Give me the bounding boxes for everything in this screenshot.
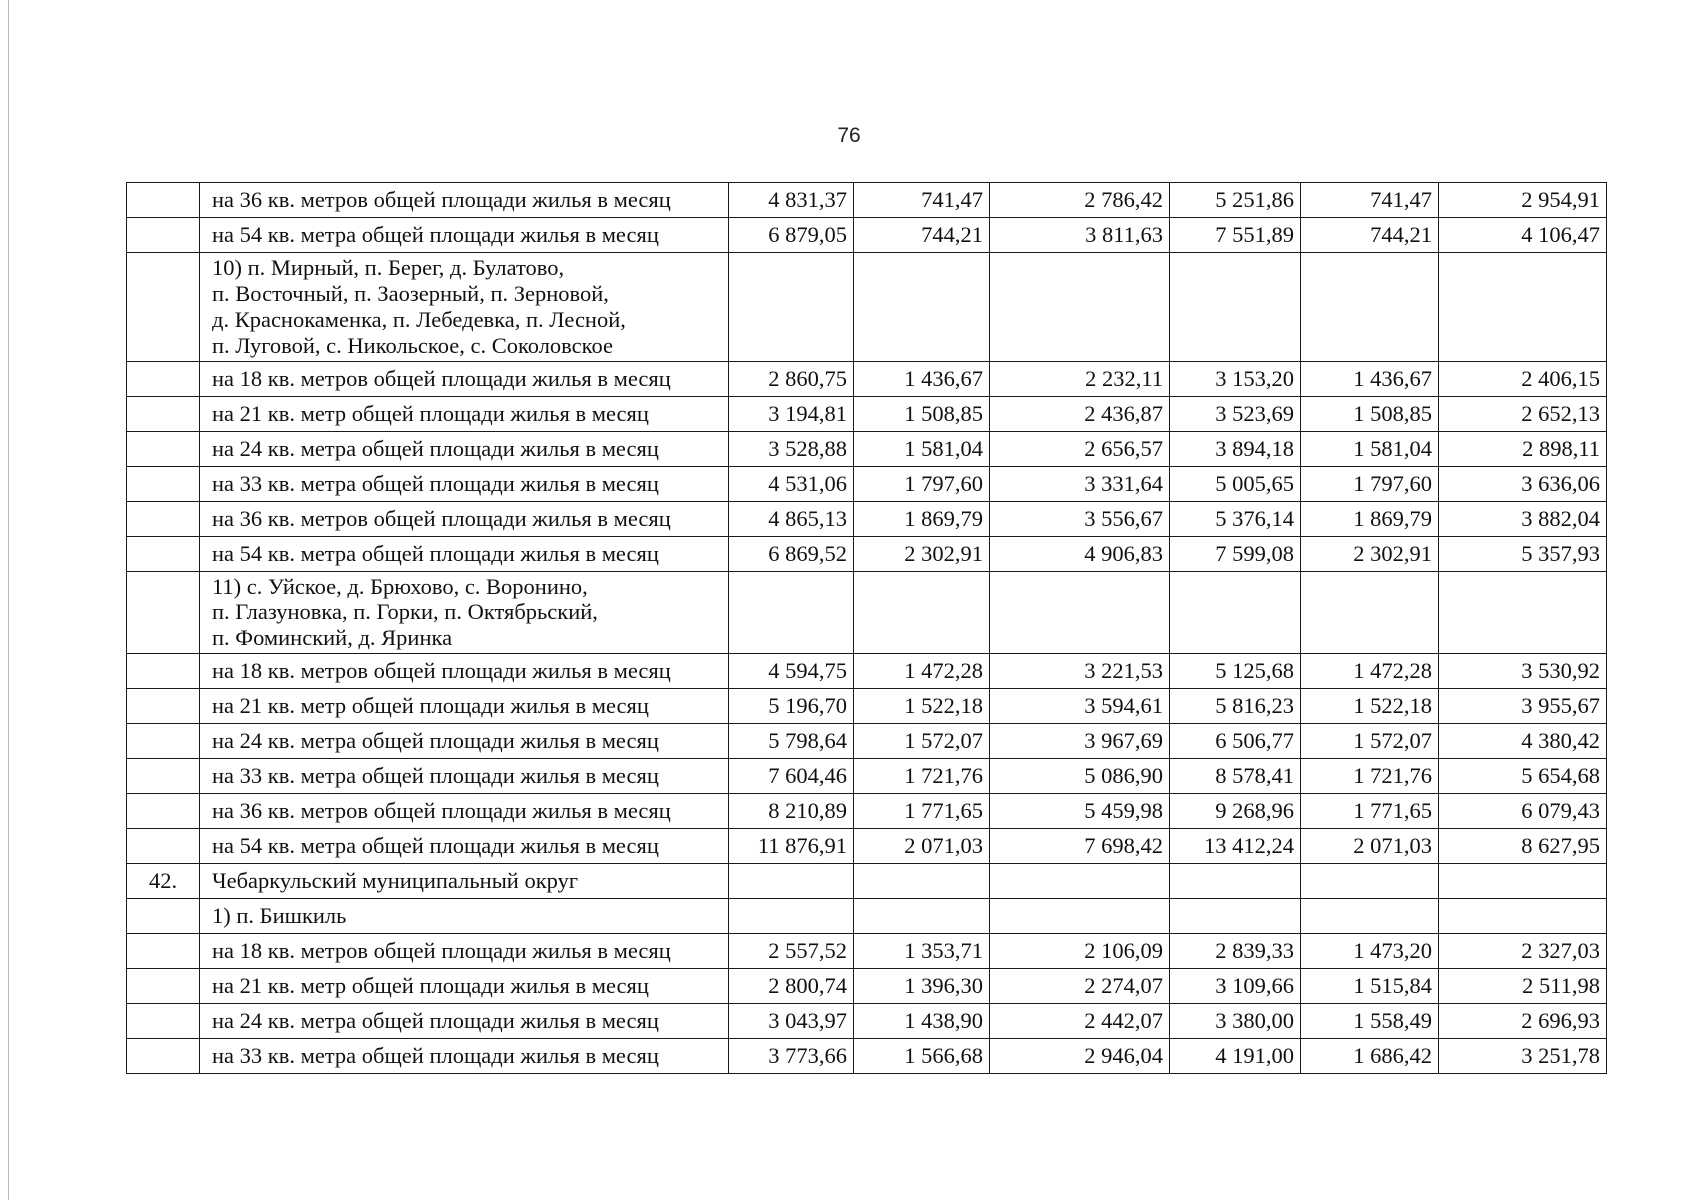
value-cell: 1 396,30 (854, 969, 990, 1004)
table-row (127, 759, 1607, 794)
value-cell: 1 869,79 (854, 501, 990, 536)
value-cell: 8 578,41 (1170, 759, 1301, 794)
value-cell: 1 472,28 (1301, 654, 1439, 689)
value-cell: 1 581,04 (1301, 431, 1439, 466)
value-cell: 4 380,42 (1439, 724, 1607, 759)
value-cell: 1 771,65 (1301, 794, 1439, 829)
value-cell: 2 839,33 (1170, 934, 1301, 969)
row-index-cell (127, 969, 200, 1004)
value-cell: 1 353,71 (854, 934, 990, 969)
value-cell (1439, 571, 1607, 654)
value-cell (854, 253, 990, 362)
row-description-cell: на 54 кв. метра общей площади жилья в месяц (200, 536, 729, 571)
locality-line: 11) с. Уйское, д. Брюхово, с. Воронино, (212, 573, 588, 599)
row-index-cell (127, 571, 200, 654)
table-row (127, 431, 1607, 466)
row-index-cell (127, 253, 200, 362)
row-description-cell: на 36 кв. метров общей площади жилья в месяц (200, 501, 729, 536)
value-cell: 3 528,88 (729, 431, 854, 466)
locality-line: п. Восточный, п. Заозерный, п. Зерновой, (212, 280, 609, 306)
value-cell: 3 636,06 (1439, 466, 1607, 501)
value-cell: 1 686,42 (1301, 1039, 1439, 1074)
value-cell: 1 508,85 (1301, 396, 1439, 431)
row-description-cell: на 54 кв. метра общей площади жилья в месяц (200, 829, 729, 864)
value-cell: 2 511,98 (1439, 969, 1607, 1004)
value-cell: 8 627,95 (1439, 829, 1607, 864)
value-cell: 5 459,98 (990, 794, 1170, 829)
value-cell: 5 816,23 (1170, 689, 1301, 724)
value-cell: 5 357,93 (1439, 536, 1607, 571)
value-cell: 5 798,64 (729, 724, 854, 759)
page-number: 76 (837, 124, 861, 147)
value-cell: 4 594,75 (729, 654, 854, 689)
value-cell: 744,21 (1301, 218, 1439, 253)
value-cell: 7 604,46 (729, 759, 854, 794)
table-row-heading (127, 899, 1607, 934)
value-cell: 1 473,20 (1301, 934, 1439, 969)
value-cell (854, 899, 990, 934)
table-row (127, 934, 1607, 969)
table-row (127, 536, 1607, 571)
locality-line: п. Фоминский, д. Яринка (212, 625, 453, 651)
row-index-cell (127, 724, 200, 759)
table-row (127, 183, 1607, 218)
value-cell (1170, 899, 1301, 934)
value-cell: 5 654,68 (1439, 759, 1607, 794)
row-index-cell (127, 759, 200, 794)
value-cell: 2 327,03 (1439, 934, 1607, 969)
table-row (127, 689, 1607, 724)
value-cell (1439, 899, 1607, 934)
value-cell: 2 656,57 (990, 431, 1170, 466)
value-cell: 3 955,67 (1439, 689, 1607, 724)
row-description-cell: на 33 кв. метра общей площади жилья в месяц (200, 1039, 729, 1074)
value-cell: 1 566,68 (854, 1039, 990, 1074)
value-cell: 7 698,42 (990, 829, 1170, 864)
row-index-cell (127, 794, 200, 829)
value-cell (1439, 864, 1607, 899)
value-cell: 1 438,90 (854, 1004, 990, 1039)
row-description-cell: 1) п. Бишкиль (200, 899, 729, 934)
value-cell: 6 079,43 (1439, 794, 1607, 829)
value-cell: 2 800,74 (729, 969, 854, 1004)
value-cell: 3 380,00 (1170, 1004, 1301, 1039)
value-cell: 1 581,04 (854, 431, 990, 466)
value-cell: 3 882,04 (1439, 501, 1607, 536)
value-cell: 744,21 (854, 218, 990, 253)
table-row (127, 1004, 1607, 1039)
value-cell (990, 253, 1170, 362)
table-row (127, 396, 1607, 431)
row-description-cell: на 21 кв. метр общей площади жилья в месяц (200, 396, 729, 431)
value-cell: 8 210,89 (729, 794, 854, 829)
value-cell: 7 599,08 (1170, 536, 1301, 571)
value-cell: 7 551,89 (1170, 218, 1301, 253)
value-cell (729, 899, 854, 934)
locality-line: п. Луговой, с. Никольское, с. Соколовское (212, 332, 613, 358)
table-row (127, 724, 1607, 759)
value-cell: 3 523,69 (1170, 396, 1301, 431)
value-cell: 6 506,77 (1170, 724, 1301, 759)
row-description-cell: на 24 кв. метра общей площади жилья в месяц (200, 1004, 729, 1039)
row-index-cell (127, 1004, 200, 1039)
value-cell: 5 376,14 (1170, 501, 1301, 536)
value-cell: 2 696,93 (1439, 1004, 1607, 1039)
value-cell: 2 106,09 (990, 934, 1170, 969)
value-cell (990, 864, 1170, 899)
row-index-cell (127, 536, 200, 571)
row-description-cell (200, 253, 729, 362)
row-index-cell (127, 183, 200, 218)
row-index-cell (127, 501, 200, 536)
table-row (127, 829, 1607, 864)
value-cell: 3 967,69 (990, 724, 1170, 759)
value-cell: 4 106,47 (1439, 218, 1607, 253)
value-cell: 11 876,91 (729, 829, 854, 864)
table-row (127, 1039, 1607, 1074)
value-cell: 2 860,75 (729, 361, 854, 396)
value-cell (1170, 571, 1301, 654)
table-row (127, 361, 1607, 396)
table-row-heading (127, 864, 1607, 899)
row-description-cell: на 18 кв. метров общей площади жилья в месяц (200, 361, 729, 396)
value-cell: 5 125,68 (1170, 654, 1301, 689)
value-cell: 2 652,13 (1439, 396, 1607, 431)
value-cell: 3 530,92 (1439, 654, 1607, 689)
value-cell: 1 558,49 (1301, 1004, 1439, 1039)
table-row (127, 969, 1607, 1004)
value-cell: 1 472,28 (854, 654, 990, 689)
value-cell: 3 331,64 (990, 466, 1170, 501)
value-cell: 3 109,66 (1170, 969, 1301, 1004)
table-row (127, 501, 1607, 536)
value-cell: 3 194,81 (729, 396, 854, 431)
value-cell (1170, 864, 1301, 899)
table-row (127, 794, 1607, 829)
row-description-cell: на 24 кв. метра общей площади жилья в месяц (200, 431, 729, 466)
locality-line: п. Глазуновка, п. Горки, п. Октябрьский, (212, 599, 598, 625)
value-cell: 1 721,76 (1301, 759, 1439, 794)
row-index-cell (127, 361, 200, 396)
row-index-cell (127, 466, 200, 501)
value-cell: 1 436,67 (854, 361, 990, 396)
value-cell: 2 436,87 (990, 396, 1170, 431)
row-description-cell: на 24 кв. метра общей площади жилья в месяц (200, 724, 729, 759)
value-cell: 2 302,91 (1301, 536, 1439, 571)
row-description-cell: на 18 кв. метров общей площади жилья в месяц (200, 934, 729, 969)
value-cell: 2 071,03 (854, 829, 990, 864)
value-cell: 2 946,04 (990, 1039, 1170, 1074)
value-cell: 1 869,79 (1301, 501, 1439, 536)
table-row-locality (127, 253, 1607, 362)
row-description-cell: Чебаркульский муниципальный округ (200, 864, 729, 899)
value-cell: 1 771,65 (854, 794, 990, 829)
value-cell: 2 071,03 (1301, 829, 1439, 864)
value-cell: 4 191,00 (1170, 1039, 1301, 1074)
value-cell: 4 906,83 (990, 536, 1170, 571)
value-cell (729, 864, 854, 899)
row-description-cell: на 33 кв. метра общей площади жилья в месяц (200, 466, 729, 501)
value-cell: 2 786,42 (990, 183, 1170, 218)
row-description-cell: на 36 кв. метров общей площади жилья в месяц (200, 183, 729, 218)
value-cell: 9 268,96 (1170, 794, 1301, 829)
value-cell: 3 251,78 (1439, 1039, 1607, 1074)
value-cell: 4 865,13 (729, 501, 854, 536)
value-cell: 5 005,65 (1170, 466, 1301, 501)
value-cell: 5 086,90 (990, 759, 1170, 794)
value-cell: 3 773,66 (729, 1039, 854, 1074)
value-cell (1301, 864, 1439, 899)
row-index-cell (127, 218, 200, 253)
value-cell: 1 515,84 (1301, 969, 1439, 1004)
value-cell (1170, 253, 1301, 362)
value-cell: 1 522,18 (1301, 689, 1439, 724)
value-cell: 2 302,91 (854, 536, 990, 571)
value-cell: 1 572,07 (1301, 724, 1439, 759)
value-cell: 741,47 (854, 183, 990, 218)
row-index-cell (127, 654, 200, 689)
value-cell: 3 153,20 (1170, 361, 1301, 396)
row-index-cell (127, 689, 200, 724)
value-cell: 1 797,60 (854, 466, 990, 501)
value-cell: 2 898,11 (1439, 431, 1607, 466)
value-cell (1301, 571, 1439, 654)
value-cell: 1 508,85 (854, 396, 990, 431)
locality-line: д. Краснокаменка, п. Лебедевка, п. Лесной, (212, 306, 626, 332)
value-cell: 3 221,53 (990, 654, 1170, 689)
value-cell (1301, 899, 1439, 934)
table-body (127, 183, 1607, 1074)
value-cell: 6 879,05 (729, 218, 854, 253)
value-cell: 4 831,37 (729, 183, 854, 218)
value-cell: 5 251,86 (1170, 183, 1301, 218)
table-row (127, 466, 1607, 501)
row-index-cell (127, 829, 200, 864)
value-cell: 1 522,18 (854, 689, 990, 724)
value-cell: 5 196,70 (729, 689, 854, 724)
value-cell: 13 412,24 (1170, 829, 1301, 864)
row-index-cell (127, 431, 200, 466)
value-cell: 1 721,76 (854, 759, 990, 794)
row-index-cell (127, 934, 200, 969)
value-cell (990, 571, 1170, 654)
row-description-cell: на 36 кв. метров общей площади жилья в месяц (200, 794, 729, 829)
value-cell: 2 406,15 (1439, 361, 1607, 396)
value-cell: 2 274,07 (990, 969, 1170, 1004)
value-cell: 4 531,06 (729, 466, 854, 501)
value-cell: 2 442,07 (990, 1004, 1170, 1039)
row-index-cell (127, 899, 200, 934)
value-cell (854, 864, 990, 899)
value-cell: 3 556,67 (990, 501, 1170, 536)
value-cell: 1 797,60 (1301, 466, 1439, 501)
row-description-cell: на 21 кв. метр общей площади жилья в месяц (200, 969, 729, 1004)
value-cell (1439, 253, 1607, 362)
row-description-cell: на 54 кв. метра общей площади жилья в месяц (200, 218, 729, 253)
value-cell (1301, 253, 1439, 362)
table-row (127, 218, 1607, 253)
row-description-cell: на 33 кв. метра общей площади жилья в месяц (200, 759, 729, 794)
value-cell: 3 043,97 (729, 1004, 854, 1039)
page-binding-line (8, 0, 9, 1200)
value-cell: 1 572,07 (854, 724, 990, 759)
value-cell: 2 954,91 (1439, 183, 1607, 218)
tariff-table (126, 182, 1607, 1074)
row-description-cell: на 21 кв. метр общей площади жилья в месяц (200, 689, 729, 724)
value-cell: 3 594,61 (990, 689, 1170, 724)
table-row-locality (127, 571, 1607, 654)
value-cell: 3 894,18 (1170, 431, 1301, 466)
value-cell: 2 232,11 (990, 361, 1170, 396)
value-cell (990, 899, 1170, 934)
row-index-cell (127, 396, 200, 431)
locality-line: 10) п. Мирный, п. Берег, д. Булатово, (212, 255, 565, 280)
value-cell: 1 436,67 (1301, 361, 1439, 396)
row-index-cell (127, 1039, 200, 1074)
row-description-cell: на 18 кв. метров общей площади жилья в месяц (200, 654, 729, 689)
row-description-cell (200, 571, 729, 654)
value-cell: 2 557,52 (729, 934, 854, 969)
value-cell: 6 869,52 (729, 536, 854, 571)
value-cell (729, 571, 854, 654)
value-cell (854, 571, 990, 654)
value-cell: 741,47 (1301, 183, 1439, 218)
row-index-cell: 42. (127, 864, 200, 899)
table-row (127, 654, 1607, 689)
value-cell: 3 811,63 (990, 218, 1170, 253)
value-cell (729, 253, 854, 362)
